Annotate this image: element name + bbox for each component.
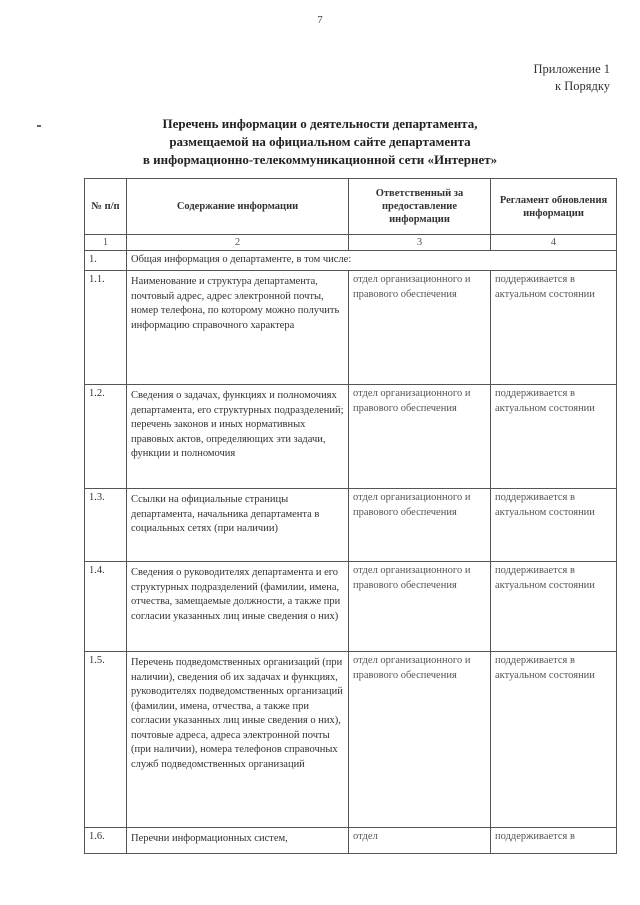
row-responsible: отдел организационного и правового обеспечения <box>349 562 491 652</box>
appendix-line-1: Приложение 1 <box>533 62 610 76</box>
title-line-2: размещаемой на официальном сайте департамента <box>169 134 471 149</box>
row-num: 1.3. <box>85 489 127 562</box>
row-regulation: поддерживается в актуальном состоянии <box>491 385 617 489</box>
row-regulation: поддерживается в <box>491 828 617 854</box>
header-content: Содержание информации <box>127 179 349 235</box>
table-row <box>85 828 617 854</box>
table-header-row <box>85 179 617 235</box>
title-line-3: в информационно-телекоммуникационной сети «Интернет» <box>142 152 498 167</box>
row-num: 1.4. <box>85 562 127 652</box>
table-row <box>85 489 617 562</box>
row-content: Ссылки на официальные страницы департамента, начальника департамента в социальных сетях (при наличии) <box>127 489 349 562</box>
header-regulation: Регламент обновления информации <box>491 179 617 235</box>
title-line-1: Перечень информации о деятельности департамента, <box>162 116 478 131</box>
table-row <box>85 271 617 385</box>
row-responsible: отдел организационного и правового обеспечения <box>349 385 491 489</box>
row-num: 1.2. <box>85 385 127 489</box>
row-regulation: поддерживается в актуальном состоянии <box>491 271 617 385</box>
document-title <box>0 115 640 169</box>
row-regulation: поддерживается в актуальном состоянии <box>491 489 617 562</box>
row-responsible: отдел <box>349 828 491 854</box>
row-responsible: отдел организационного и правового обеспечения <box>349 271 491 385</box>
row-num: 1.6. <box>85 828 127 854</box>
table-row <box>85 562 617 652</box>
row-num: 1.5. <box>85 652 127 828</box>
row-content: Сведения о руководителях департамента и его структурных подразделений (фамилии, имена, отчества, замещаемые должности, а также при согласии указанных лиц иные сведения о них) <box>127 562 349 652</box>
column-number: 2 <box>127 235 349 251</box>
header-responsible: Ответственный за предоставление информации <box>349 179 491 235</box>
table-row <box>85 385 617 489</box>
information-table <box>84 178 617 854</box>
row-content: Сведения о задачах, функциях и полномочиях департамента, его структурных подразделений; перечень законов и иных нормативных правовых актов, определяющих эти задачи, функции и полномочия <box>127 385 349 489</box>
group-num: 1. <box>85 251 127 271</box>
column-number: 1 <box>85 235 127 251</box>
group-text: Общая информация о департаменте, в том числе: <box>127 251 617 271</box>
table-group-row <box>85 251 617 271</box>
page-number: 7 <box>317 14 323 26</box>
row-responsible: отдел организационного и правового обеспечения <box>349 652 491 828</box>
appendix-line-2: к Порядку <box>555 79 610 93</box>
header-num: № п/п <box>85 179 127 235</box>
row-content: Перечни информационных систем, <box>127 828 349 854</box>
appendix-reference <box>534 61 610 95</box>
row-content: Наименование и структура департамента, почтовый адрес, адрес электронной почты, номер телефона, по которому можно получить информацию справочного характера <box>127 271 349 385</box>
column-number: 4 <box>491 235 617 251</box>
row-num: 1.1. <box>85 271 127 385</box>
table-row <box>85 652 617 828</box>
column-number: 3 <box>349 235 491 251</box>
column-number-row <box>85 235 617 251</box>
row-content: Перечень подведомственных организаций (при наличии), сведения об их задачах и функциях, руководителях подведомственных организаций (фамилии, имена, отчества, а также при согласии указанных лиц иные сведения о них), почтовые адреса, адреса электронной почты (при наличии), номера телефонов справочных служб подведомственных организаций <box>127 652 349 828</box>
row-regulation: поддерживается в актуальном состоянии <box>491 562 617 652</box>
row-responsible: отдел организационного и правового обеспечения <box>349 489 491 562</box>
row-regulation: поддерживается в актуальном состоянии <box>491 652 617 828</box>
